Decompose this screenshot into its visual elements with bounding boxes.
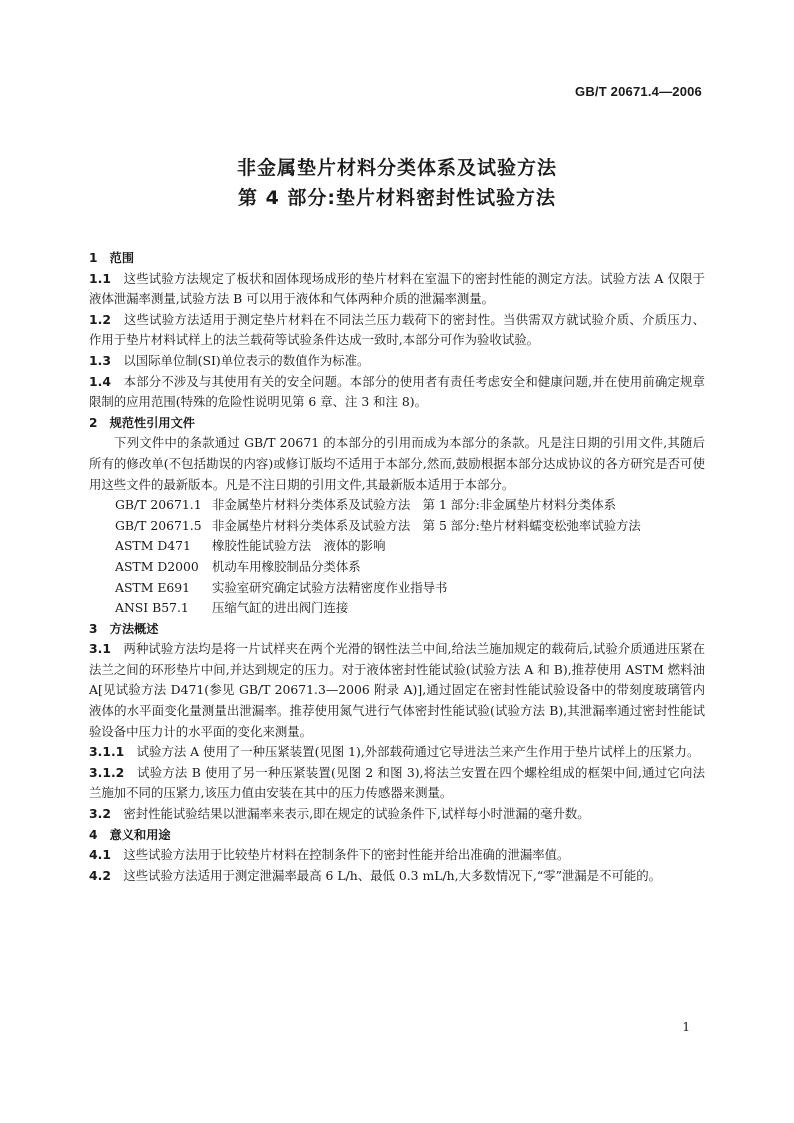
reference-code: ASTM E691 — [115, 579, 191, 595]
clause-text: 密封性能试验结果以泄漏率来表示,即在规定的试验条件下,试样每小时泄漏的毫升数。 — [123, 806, 590, 822]
clause-number: 4.1 — [89, 847, 111, 863]
clause-1-1 — [89, 269, 705, 310]
reference-title: 压缩气缸的进出阀门连接 — [212, 600, 349, 616]
clause-1-4 — [89, 372, 705, 413]
clause-number: 4.2 — [89, 867, 111, 883]
clause-text: 这些试验方法用于比较垫片材料在控制条件下的密封性能并给出准确的泄漏率值。 — [123, 847, 570, 863]
clause-4-1 — [89, 845, 705, 866]
clause-number: 3.1 — [89, 641, 111, 657]
clause-4-2 — [89, 866, 705, 887]
clause-number: 1.1 — [89, 270, 111, 286]
section-heading-normative-references: 2 规范性引用文件 — [89, 415, 195, 430]
section-heading-method-summary: 3 方法概述 — [89, 621, 159, 636]
clause-text: 这些试验方法规定了板状和固体现场成形的垫片材料在室温下的密封性能的测定方法。试验方法 A 仅限于液体泄漏率测量,试验方法 B 可以用于液体和气体两种介质的泄漏率测量。 — [89, 270, 706, 307]
clause-text: 本部分不涉及与其使用有关的安全问题。本部分的使用者有责任考虑安全和健康问题,并在使用前确定规章限制的应用范围(特殊的危险性说明见第 6 章、注 3 和注 8)。 — [89, 373, 705, 410]
clause-1-3 — [89, 351, 705, 372]
clause-number: 3.2 — [89, 806, 111, 822]
reference-code: GB/T 20671.1 — [115, 497, 202, 513]
clause-text: 两种试验方法均是将一片试样夹在两个光滑的钢性法兰中间,给法兰施加规定的载荷后,试验介质通进压紧在法兰之间的环形垫片中间,并达到规定的压力。对于液体密封性能试验(试验方法 A 和 B),推荐使用 ASTM 燃料油 A[见试验方法 D471(参见 GB/T 20671.3—2006 附录 A)],通过固定在密封性能试验设备中的带刻度玻璃管内液体的水平面变化量测量出泄漏率。推荐使用氮气进行气体密封性能试验(试验方法 B),其泄漏率通过密封性能试验设备中压力计的水平面的变化来测量。 — [89, 641, 705, 739]
reference-title: 实验室研究确定试验方法精密度作业指导书 — [212, 579, 448, 595]
reference-title: 非金属垫片材料分类体系及试验方法 第 1 部分:非金属垫片材料分类体系 — [212, 497, 617, 513]
reference-item — [89, 495, 705, 516]
reference-code: ASTM D471 — [115, 538, 191, 554]
section-heading-scope: 1 范围 — [89, 251, 135, 265]
reference-title: 橡胶性能试验方法 液体的影响 — [212, 538, 386, 554]
clause-number: 1.2 — [89, 311, 111, 327]
clause-number: 3.1.1 — [89, 744, 125, 760]
document-subtitle: 第 4 部分:垫片材料密封性试验方法 — [237, 187, 557, 209]
reference-code: GB/T 20671.5 — [115, 517, 202, 533]
clause-text: 以国际单位制(SI)单位表示的数值作为标准。 — [123, 352, 370, 368]
section-heading-significance-use: 4 意义和用途 — [89, 827, 171, 842]
clause-3-1-1 — [89, 742, 705, 763]
reference-code: ASTM D2000 — [115, 558, 199, 574]
clause-text: 试验方法 B 使用了另一种压紧装置(见图 2 和图 3),将法兰安置在四个螺栓组成的框架中间,通过它向法兰施加不同的压紧力,该压力值由安装在其中的压力传感器来测量。 — [89, 764, 705, 801]
clause-text: 这些试验方法适用于测定泄漏率最高 6 L/h、最低 0.3 mL/h,大多数情况下,“零”泄漏是不可能的。 — [123, 867, 662, 883]
clause-text: 试验方法 A 使用了一种压紧装置(见图 1),外部载荷通过它导进法兰来产生作用于垫片试样上的压紧力。 — [136, 744, 700, 760]
page-number: 1 — [682, 1020, 690, 1034]
clause-3-1-2 — [89, 763, 705, 804]
clause-number: 1.3 — [89, 352, 111, 368]
clause-number: 1.4 — [89, 373, 111, 389]
clause-3-2 — [89, 804, 705, 825]
reference-item — [89, 598, 705, 619]
clause-number: 3.1.2 — [89, 764, 125, 780]
reference-title: 非金属垫片材料分类体系及试验方法 第 5 部分:垫片材料蠕变松弛率试验方法 — [212, 517, 641, 533]
reference-item — [89, 536, 705, 557]
references-intro: 下列文件中的条款通过 GB/T 20671 的本部分的引用而成为本部分的条款。凡是注日期的引用文件,其随后所有的修改单(不包括勘误的内容)或修订版均不适用于本部分,然而,鼓励根据本部分达成协议的各方研究是否可使用这些文件的最新版本。凡是不注日期的引用文件,其最新版本适用于本部分。 — [89, 435, 705, 492]
reference-item — [89, 516, 705, 537]
standard-number: GB/T 20671.4—2006 — [575, 84, 702, 99]
reference-title: 机动车用橡胶制品分类体系 — [212, 558, 361, 574]
document-title: 非金属垫片材料分类体系及试验方法 — [236, 157, 557, 179]
reference-item — [89, 578, 705, 599]
clause-3-1 — [89, 639, 705, 742]
clause-text: 这些试验方法适用于测定垫片材料在不同法兰压力载荷下的密封性。当供需双方就试验介质、介质压力、作用于垫片材料试样上的法兰载荷等试验条件达成一致时,本部分可作为验收试验。 — [89, 311, 706, 348]
clause-1-2 — [89, 310, 705, 351]
document-body — [89, 248, 705, 886]
reference-item — [89, 557, 705, 578]
reference-code: ANSI B57.1 — [115, 600, 189, 616]
